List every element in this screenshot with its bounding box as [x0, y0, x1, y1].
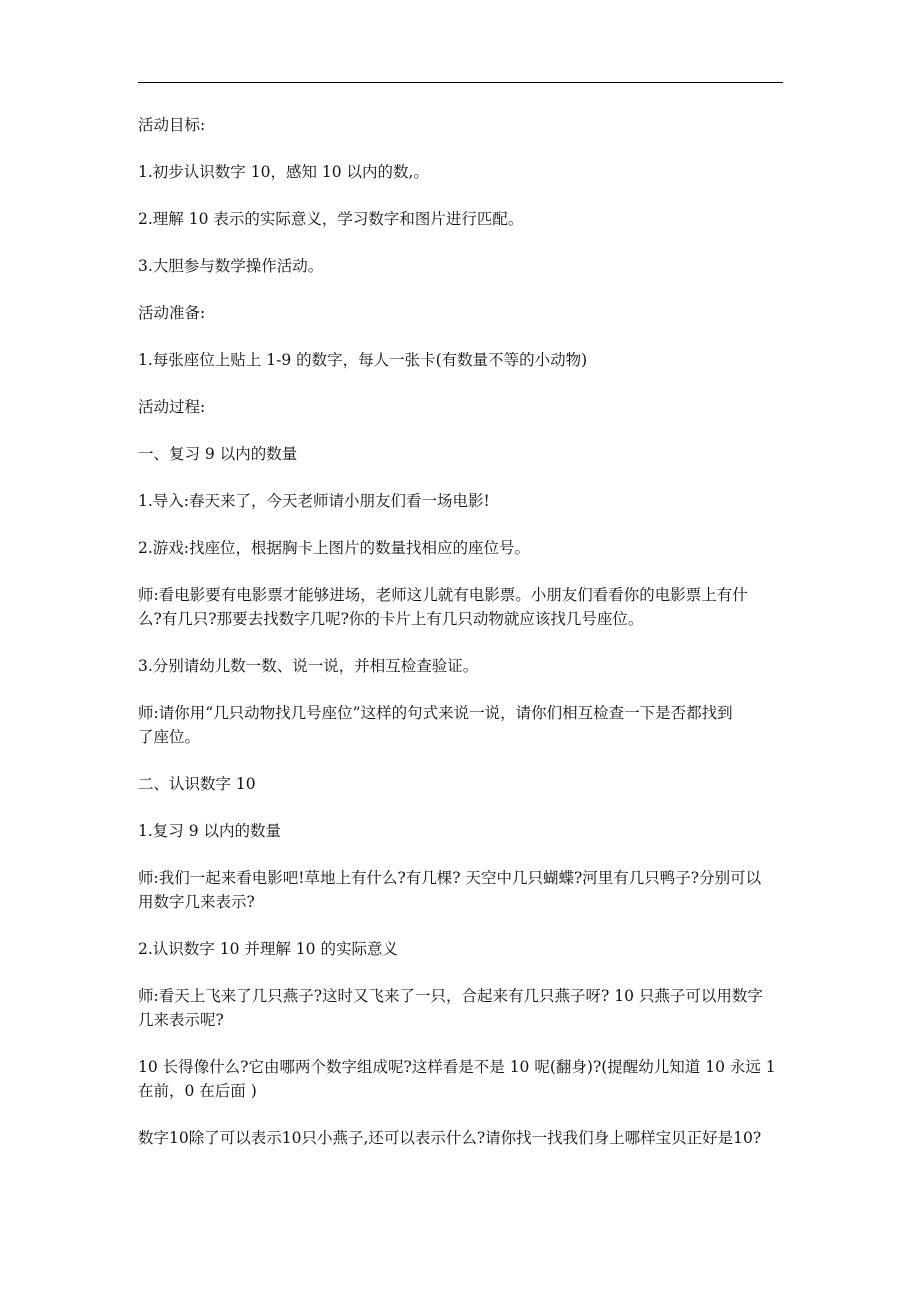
- section-1-step-3: [138, 654, 788, 678]
- text-line: 么?有几只?那要去找数字几呢?你的卡片上有几只动物就应该找几号座位。: [138, 610, 644, 628]
- text-line: 1.复习 9 以内的数量: [138, 822, 282, 840]
- text-line: 在前，0 在后面 ): [138, 1082, 257, 1100]
- text-line: 数字10除了可以表示10只小燕子,还可以表示什么?请你找一找我们身上哪样宝贝正好是10?: [138, 1129, 762, 1147]
- section-2-title: [138, 772, 788, 796]
- section-1-step-2: [138, 536, 788, 560]
- teacher-dialogue-3: [138, 866, 788, 914]
- section-1-title: [138, 442, 788, 466]
- text-line: 用数字几来表示?: [138, 893, 255, 911]
- goal-item-1: [138, 160, 788, 184]
- text-line: 1.导入:春天来了，今天老师请小朋友们看一场电影!: [138, 492, 490, 510]
- text-line: 师:我们一起来看电影吧!草地上有什么?有几棵? 天空中几只蝴蝶?河里有几只鸭子?分别可以: [138, 869, 762, 887]
- text-line: 几来表示呢?: [138, 1011, 224, 1029]
- text-line: 1.初步认识数字 10，感知 10 以内的数,。: [138, 163, 429, 181]
- goal-item-3: [138, 254, 788, 278]
- text-line: 2.认识数字 10 并理解 10 的实际意义: [138, 940, 398, 958]
- text-line: 10 长得像什么?它由哪两个数字组成呢?这样看是不是 10 呢(翻身)?(提醒幼儿知道 10 永远 1: [138, 1058, 776, 1076]
- heading-process: [138, 395, 788, 419]
- text-line: 2.理解 10 表示的实际意义，学习数字和图片进行匹配。: [138, 210, 524, 228]
- teacher-dialogue-1: [138, 583, 788, 631]
- goal-item-2: [138, 207, 788, 231]
- text-line: 活动目标:: [138, 116, 206, 134]
- section-1-step-1: [138, 489, 788, 513]
- heading-goals: [138, 113, 788, 137]
- question-paragraph-2: [138, 1126, 788, 1150]
- teacher-dialogue-2: [138, 701, 788, 749]
- section-2-step-2: [138, 937, 788, 961]
- teacher-dialogue-4: [138, 984, 788, 1032]
- text-line: 二、认识数字 10: [138, 775, 256, 793]
- section-2-step-1: [138, 819, 788, 843]
- text-line: 一、复习 9 以内的数量: [138, 445, 298, 463]
- text-line: 2.游戏:找座位，根据胸卡上图片的数量找相应的座位号。: [138, 539, 531, 557]
- text-line: 3.分别请幼儿数一数、说一说，并相互检查验证。: [138, 657, 479, 675]
- preparation-item-1: [138, 348, 788, 372]
- text-line: 师:看天上飞来了几只燕子?这时又飞来了一只，合起来有几只燕子呀? 10 只燕子可以用数字: [138, 987, 763, 1005]
- text-line: 3.大胆参与数学操作活动。: [138, 257, 324, 275]
- heading-preparation: [138, 301, 788, 325]
- header-rule: [138, 82, 783, 83]
- text-line: 了座位。: [138, 728, 201, 746]
- text-line: 师:请你用“几只动物找几号座位”这样的句式来说一说，请你们相互检查一下是否都找到: [138, 704, 733, 722]
- question-paragraph-1: [138, 1055, 788, 1103]
- text-line: 活动过程:: [138, 398, 206, 416]
- text-line: 1.每张座位上贴上 1-9 的数字，每人一张卡(有数量不等的小动物): [138, 351, 588, 369]
- text-line: 活动准备:: [138, 304, 206, 322]
- document-body: [138, 113, 788, 1173]
- text-line: 师:看电影要有电影票才能够进场，老师这儿就有电影票。小朋友们看看你的电影票上有什: [138, 586, 748, 604]
